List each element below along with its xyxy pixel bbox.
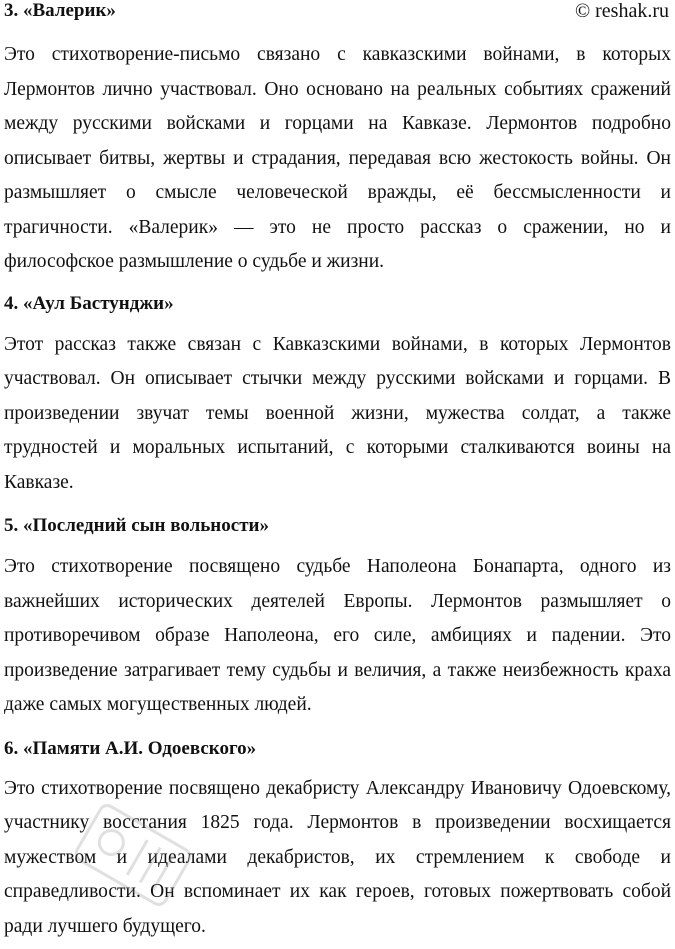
section-paragraph: Это стихотворение-письмо связано с кавказскими войнами, в которых Лермонтов лично участвовал. Оно основано на реальных событиях сражений между русскими войсками и горцами на Кавказе. Лермонтов подробно описывает битвы, жертвы и страдания, передавая всю жестокость войны. Он размышляет о смысле человеческой вражды, её бессмысленности и трагичности. «Валерик» — это не просто рассказ о сражении, но и философское размышление о судьбе и жизни.: [4, 44, 671, 272]
section-pamyati-odoevskogo: [4, 738, 671, 945]
section-heading: 3. «Валерик»: [4, 0, 116, 21]
section-paragraph: Этот рассказ также связан с Кавказскими войнами, в которых Лермонтов участвовал. Он описывает стычки между русскими войсками и горцами. В произведении звучат темы военной жизни, мужества солдат, а также трудностей и моральных испытаний, с которыми сталкиваются воины на Кавказе.: [4, 333, 671, 493]
section-heading: 6. «Памяти А.И. Одоевского»: [4, 737, 257, 759]
watermark-text: © reshak.ru: [574, 0, 669, 22]
section-posledniy-syn: [4, 515, 671, 723]
section-aul-bastundzhi: [4, 293, 671, 501]
section-heading: 5. «Последний сын вольности»: [4, 515, 269, 536]
document-content: [4, 0, 671, 944]
section-paragraph: Это стихотворение посвящено судьбе Наполеона Бонапарта, одного из важнейших исторических деятелей Европы. Лермонтов размышляет о противоречивом образе Наполеона, его силе, амбициях и падении. Это произведение затрагивает тему судьбы и величия, а также неизбежность краха даже самых могущественных людей.: [4, 556, 671, 715]
section-heading: 4. «Аул Бастунджи»: [4, 292, 174, 314]
section-paragraph: Это стихотворение посвящено декабристу Александру Ивановичу Одоевскому, участнику восстания 1825 года. Лермонтов в произведении восхищается мужеством и идеалами декабристов, их стремлением к свободе и справедливости. Он вспоминает их как героев, готовых пожертвовать собой ради лучшего будущего.: [4, 777, 671, 937]
section-valerik: [4, 0, 671, 280]
